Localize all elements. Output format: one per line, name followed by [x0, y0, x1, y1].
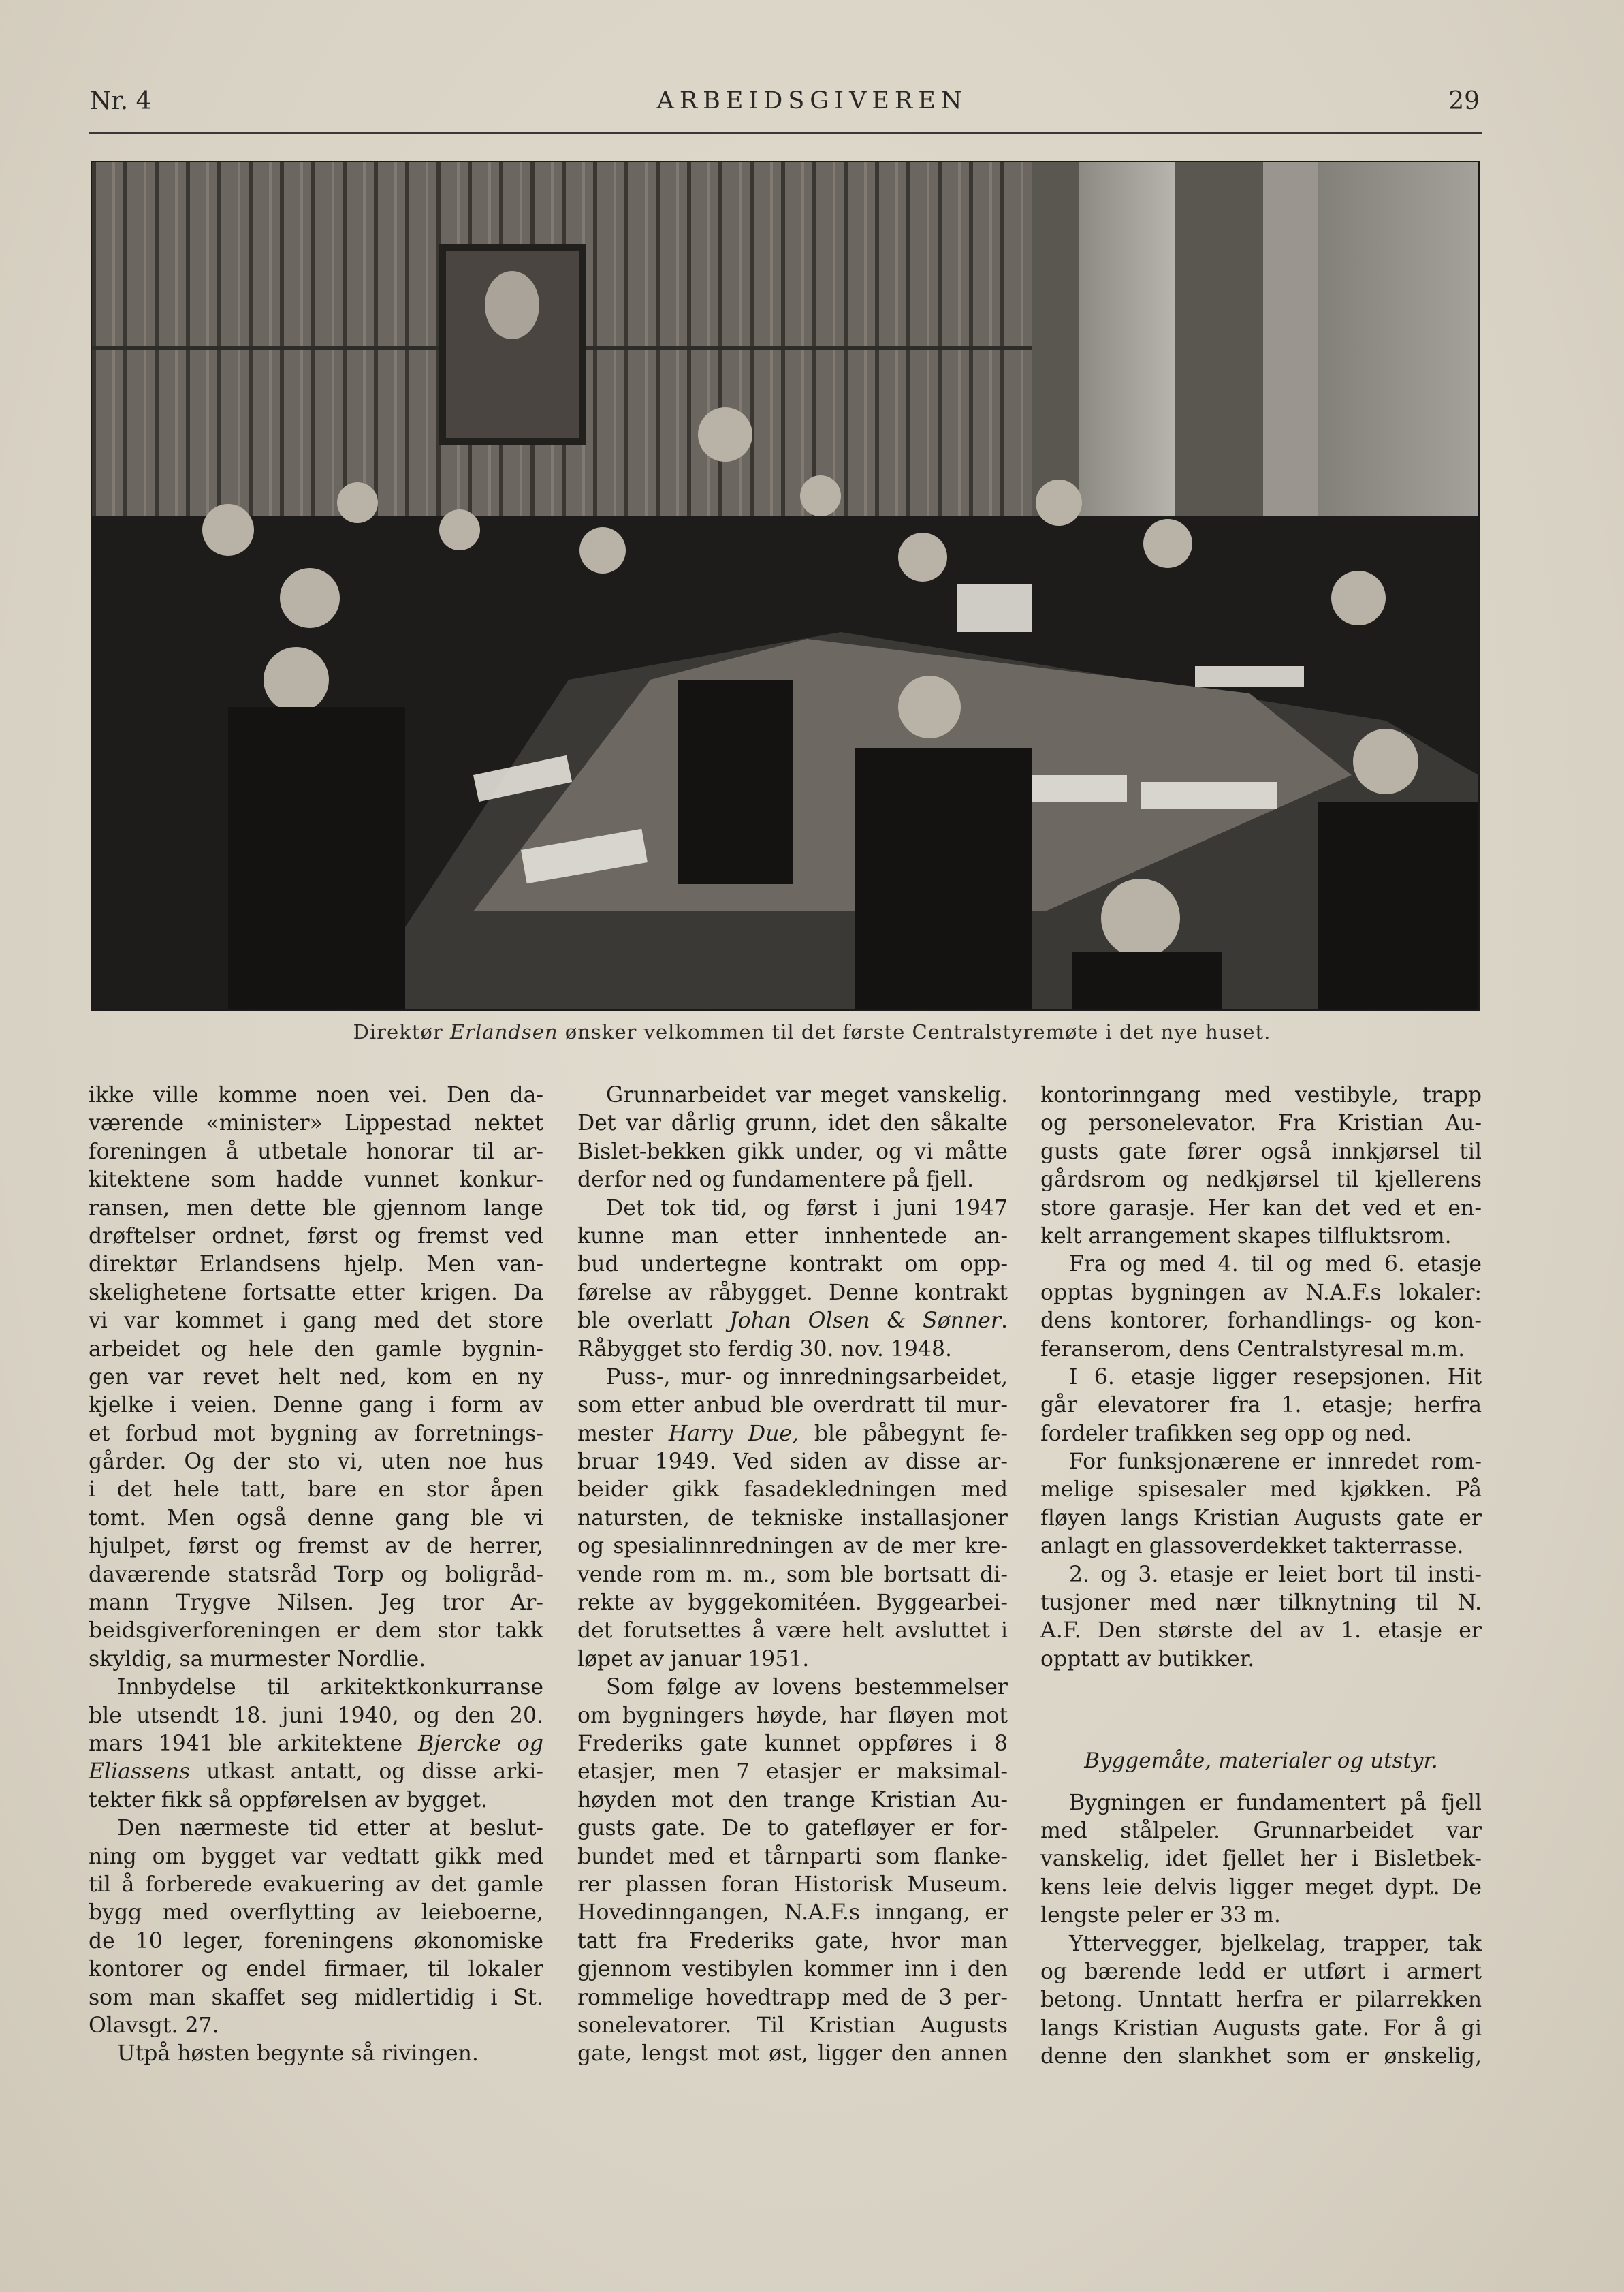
meeting-photo-illustration: [92, 162, 1478, 1009]
text-line: tekter fikk så oppførelsen av bygget.: [89, 1787, 488, 1812]
text-line: Bygningen er fundamentert på fjell: [1069, 1790, 1482, 1815]
text-line: et forbud mot bygning av forretnings-: [89, 1421, 543, 1446]
text-line: Bislet-bekken gikk under, og vi måtte: [577, 1139, 1008, 1164]
page-number: 29: [1448, 87, 1480, 115]
text-line: gårder. Og der sto vi, uten noe hus: [89, 1449, 543, 1475]
paragraph: [577, 1674, 1008, 2068]
text-line: store garasje. Her kan det ved et en-: [1040, 1195, 1482, 1221]
italic-text: Johan Olsen & Sønner: [729, 1308, 1001, 1334]
text-line: [577, 1420, 1008, 1448]
text-line: kunne man etter innhentede an-: [577, 1223, 1008, 1249]
text-line: kens leie delvis ligger meget dypt. De: [1040, 1874, 1482, 1900]
text-segment: ble påbegynt fe-: [799, 1421, 1008, 1446]
text-line: som man skaffet seg midlertidig i St.: [89, 1985, 543, 2010]
text-line: melige spisesaler med kjøkken. På: [1040, 1477, 1482, 1503]
text-line: til å forberede evakuering av det gamle: [89, 1872, 543, 1897]
text-line: 2. og 3. etasje er leiet bort til insti-: [1069, 1562, 1482, 1587]
paragraph: [1040, 1930, 1482, 2071]
italic-text: Bjercke og: [418, 1731, 543, 1756]
text-line: kelt arrangement skapes tilfluktsrom.: [1040, 1223, 1452, 1249]
text-line: tatt fra Frederiks gate, hvor man: [577, 1928, 1008, 1953]
header-rule: [89, 132, 1482, 134]
text-line: natursten, de tekniske installasjoner: [577, 1505, 1008, 1530]
text-line: Puss-, mur- og innredningsarbeidet,: [606, 1364, 1008, 1390]
text-line: fordeler trafikken seg opp og ned.: [1040, 1421, 1412, 1446]
photo-caption: [0, 1020, 1624, 1043]
article-column-2: [577, 1082, 1008, 2069]
text-line: derfor ned og fundamentere på fjell.: [577, 1167, 974, 1193]
text-line: opptatt av butikker.: [1040, 1646, 1255, 1671]
text-line: vi var kommet i gang med det store: [89, 1308, 543, 1334]
text-line: bud undertegne kontrakt om opp-: [577, 1252, 1008, 1277]
text-line: Det var dårlig grunn, idet den såkalte: [577, 1111, 1008, 1136]
text-line: direktør Erlandsens hjelp. Men van-: [89, 1252, 543, 1277]
text-segment: ble overlatt: [577, 1308, 729, 1334]
text-line: vende rom m. m., som ble bortsatt di-: [577, 1562, 1008, 1587]
paragraph: [1040, 1789, 1482, 1930]
text-line: og spesialinnredningen av de mer kre-: [577, 1534, 1008, 1559]
text-line: [89, 1730, 543, 1758]
paragraph: [89, 2040, 543, 2068]
text-line: Yttervegger, bjelkelag, trapper, tak: [1069, 1931, 1482, 1956]
text-line: tusjoner med nær tilknytning til N.: [1040, 1590, 1482, 1616]
text-line: Som følge av lovens bestemmelser: [606, 1675, 1008, 1700]
text-line: rer plassen foran Historisk Museum.: [577, 1872, 1008, 1897]
text-line: daværende statsråd Torp og boligråd-: [89, 1562, 543, 1587]
text-line: For funksjonærene er innredet rom-: [1069, 1449, 1482, 1475]
text-line: sonelevatorer. Til Kristian Augusts: [577, 2013, 1008, 2038]
text-line: beidsgiverforeningen er dem stor takk: [89, 1618, 543, 1644]
text-line: gusts gate. De to gatefløyer er for-: [577, 1816, 1008, 1841]
text-line: bundet med et tårnparti som flanke-: [577, 1844, 1008, 1869]
caption-name: Erlandsen: [449, 1020, 558, 1043]
paragraph: [1040, 1561, 1482, 1674]
paragraph: [89, 1815, 543, 2040]
text-line: i det hele tatt, bare en stor åpen: [89, 1477, 543, 1503]
text-line: foreningen å utbetale honorar til ar-: [89, 1139, 543, 1164]
text-line: Fra og med 4. til og med 6. etasje: [1069, 1252, 1482, 1277]
text-line: med stålpeler. Grunnarbeidet var: [1040, 1819, 1482, 1843]
paragraph: [1040, 1448, 1482, 1561]
text-line: gusts gate fører også innkjørsel til: [1040, 1139, 1482, 1164]
text-segment: utkast antatt, og disse arki-: [190, 1759, 543, 1785]
text-line: A.F. Den største del av 1. etasje er: [1040, 1618, 1482, 1644]
text-line: bruar 1949. Ved siden av disse ar-: [577, 1449, 1008, 1475]
article-column-3: [1040, 1082, 1482, 2071]
paragraph: [89, 1674, 543, 1815]
text-line: arbeidet og hele den gamle bygnin-: [89, 1336, 543, 1362]
caption-text-post: ønsker velkommen til det første Centralstyremøte i det nye huset.: [558, 1020, 1271, 1043]
text-line: Innbydelse til arkitektkonkurranse: [117, 1675, 543, 1700]
paragraph: [1040, 1364, 1482, 1448]
text-line: gårdsrom og nedkjørsel til kjellerens: [1040, 1167, 1482, 1193]
text-line: rommelige hovedtrapp med de 3 per-: [577, 1985, 1008, 2010]
text-line: gjennom vestibylen kommer inn i den: [577, 1957, 1008, 1982]
meeting-photo: [91, 161, 1480, 1011]
paragraph: [577, 1364, 1008, 1674]
text-segment: mester: [577, 1421, 669, 1446]
text-line: førelse av råbygget. Denne kontrakt: [577, 1280, 1008, 1305]
text-line: det forutsettes å være helt avsluttet i: [577, 1618, 1008, 1644]
text-line: gen var revet helt ned, kom en ny: [89, 1364, 543, 1390]
text-line: ransen, men dette ble gjennom lange: [89, 1195, 543, 1221]
text-line: denne den slankhet som er ønskelig,: [1040, 2044, 1482, 2069]
text-line: de 10 leger, foreningens økonomiske: [89, 1928, 543, 1953]
text-line: som etter anbud ble overdratt til mur-: [577, 1393, 1008, 1418]
text-line: Grunnarbeidet var meget vanskelig.: [606, 1083, 1008, 1108]
text-line: [89, 1758, 543, 1786]
text-line: lengste peler er 33 m.: [1040, 1903, 1281, 1928]
text-line: ble utsendt 18. juni 1940, og den 20.: [89, 1703, 543, 1728]
text-line: Utpå høsten begynte så rivingen.: [117, 2041, 479, 2067]
text-line: fløyen langs Kristian Augusts gate er: [1040, 1505, 1482, 1530]
text-line: mann Trygve Nilsen. Jeg tror Ar-: [89, 1590, 543, 1616]
text-line: feranserom, dens Centralstyresal m.m.: [1040, 1336, 1465, 1362]
text-line: anlagt en glassoverdekket takterrasse.: [1040, 1534, 1464, 1559]
text-segment: .: [1000, 1308, 1008, 1334]
paragraph: [1040, 1082, 1482, 1251]
italic-text: Eliassens: [89, 1759, 191, 1785]
text-line: langs Kristian Augusts gate. For å gi: [1040, 2015, 1482, 2041]
text-line: Frederiks gate kunnet oppføres i 8: [577, 1731, 1008, 1756]
text-line: og personelevator. Fra Kristian Au-: [1040, 1111, 1482, 1136]
text-line: Hovedinngangen, N.A.F.s inngang, er: [577, 1900, 1008, 1926]
text-line: værende «minister» Lippestad nektet: [89, 1111, 543, 1136]
article-column-1: [89, 1082, 543, 2069]
text-line: ikke ville komme noen vei. Den da-: [89, 1083, 543, 1108]
text-line: I 6. etasje ligger resepsjonen. Hit: [1069, 1364, 1482, 1390]
text-line: går elevatorer fra 1. etasje; herfra: [1040, 1393, 1482, 1418]
text-line: betong. Unntatt herfra er pilarrekken: [1040, 1988, 1482, 2013]
text-line: Det tok tid, og først i juni 1947: [606, 1195, 1008, 1221]
text-line: hjulpet, først og fremst av de herrer,: [89, 1534, 543, 1559]
text-line: høyden mot den trange Kristian Au-: [577, 1787, 1008, 1812]
text-line: beider gikk fasadekledningen med: [577, 1477, 1008, 1503]
text-line: drøftelser ordnet, først og fremst ved: [89, 1223, 543, 1249]
text-line: gate, lengst mot øst, ligger den annen: [577, 2041, 1008, 2067]
text-line: opptas bygningen av N.A.F.s lokaler:: [1040, 1280, 1482, 1305]
italic-text: Harry Due,: [668, 1421, 799, 1446]
text-line: kjelke i veien. Denne gang i form av: [89, 1393, 543, 1418]
text-line: rekte av byggekomitéen. Byggearbei-: [577, 1590, 1008, 1616]
text-line: kontorinngang med vestibyle, trapp: [1040, 1083, 1482, 1108]
paragraph: [89, 1082, 543, 1674]
text-line: Olavsgt. 27.: [89, 2013, 219, 2038]
text-line: tomt. Men også denne gang ble vi: [89, 1505, 543, 1530]
text-line: og bærende ledd er utført i armert: [1040, 1959, 1482, 1984]
text-line: [577, 1307, 1008, 1335]
paragraph: [577, 1082, 1008, 1195]
section-subheading: Byggemåte, materialer og utstyr.: [1084, 1748, 1438, 1774]
text-line: ning om bygget var vedtatt gikk med: [89, 1844, 543, 1869]
text-segment: mars 1941 ble arkitektene: [89, 1731, 418, 1756]
issue-number: Nr. 4: [90, 87, 152, 115]
text-line: vanskelig, idet fjellet her i Bisletbek-: [1040, 1847, 1482, 1872]
text-line: Råbygget sto ferdig 30. nov. 1948.: [577, 1336, 953, 1362]
text-line: om bygningers høyde, har fløyen mot: [577, 1703, 1008, 1728]
text-line: løpet av januar 1951.: [577, 1646, 810, 1671]
text-line: skyldig, sa murmester Nordlie.: [89, 1646, 426, 1671]
text-line: kitektene som hadde vunnet konkur-: [89, 1167, 543, 1193]
caption-text-pre: Direktør: [353, 1020, 450, 1043]
text-line: skelighetene fortsatte etter krigen. Da: [89, 1280, 543, 1305]
text-line: etasjer, men 7 etasjer er maksimal-: [577, 1759, 1008, 1785]
text-line: bygg med overflytting av leieboerne,: [89, 1900, 543, 1926]
paragraph: [1040, 1251, 1482, 1364]
paragraph: [577, 1195, 1008, 1364]
text-line: dens kontorer, forhandlings- og kon-: [1040, 1308, 1482, 1334]
text-line: Den nærmeste tid etter at beslut-: [117, 1816, 543, 1841]
text-line: kontorer og endel firmaer, til lokaler: [89, 1957, 543, 1982]
publication-title: ARBEIDSGIVEREN: [656, 87, 968, 114]
